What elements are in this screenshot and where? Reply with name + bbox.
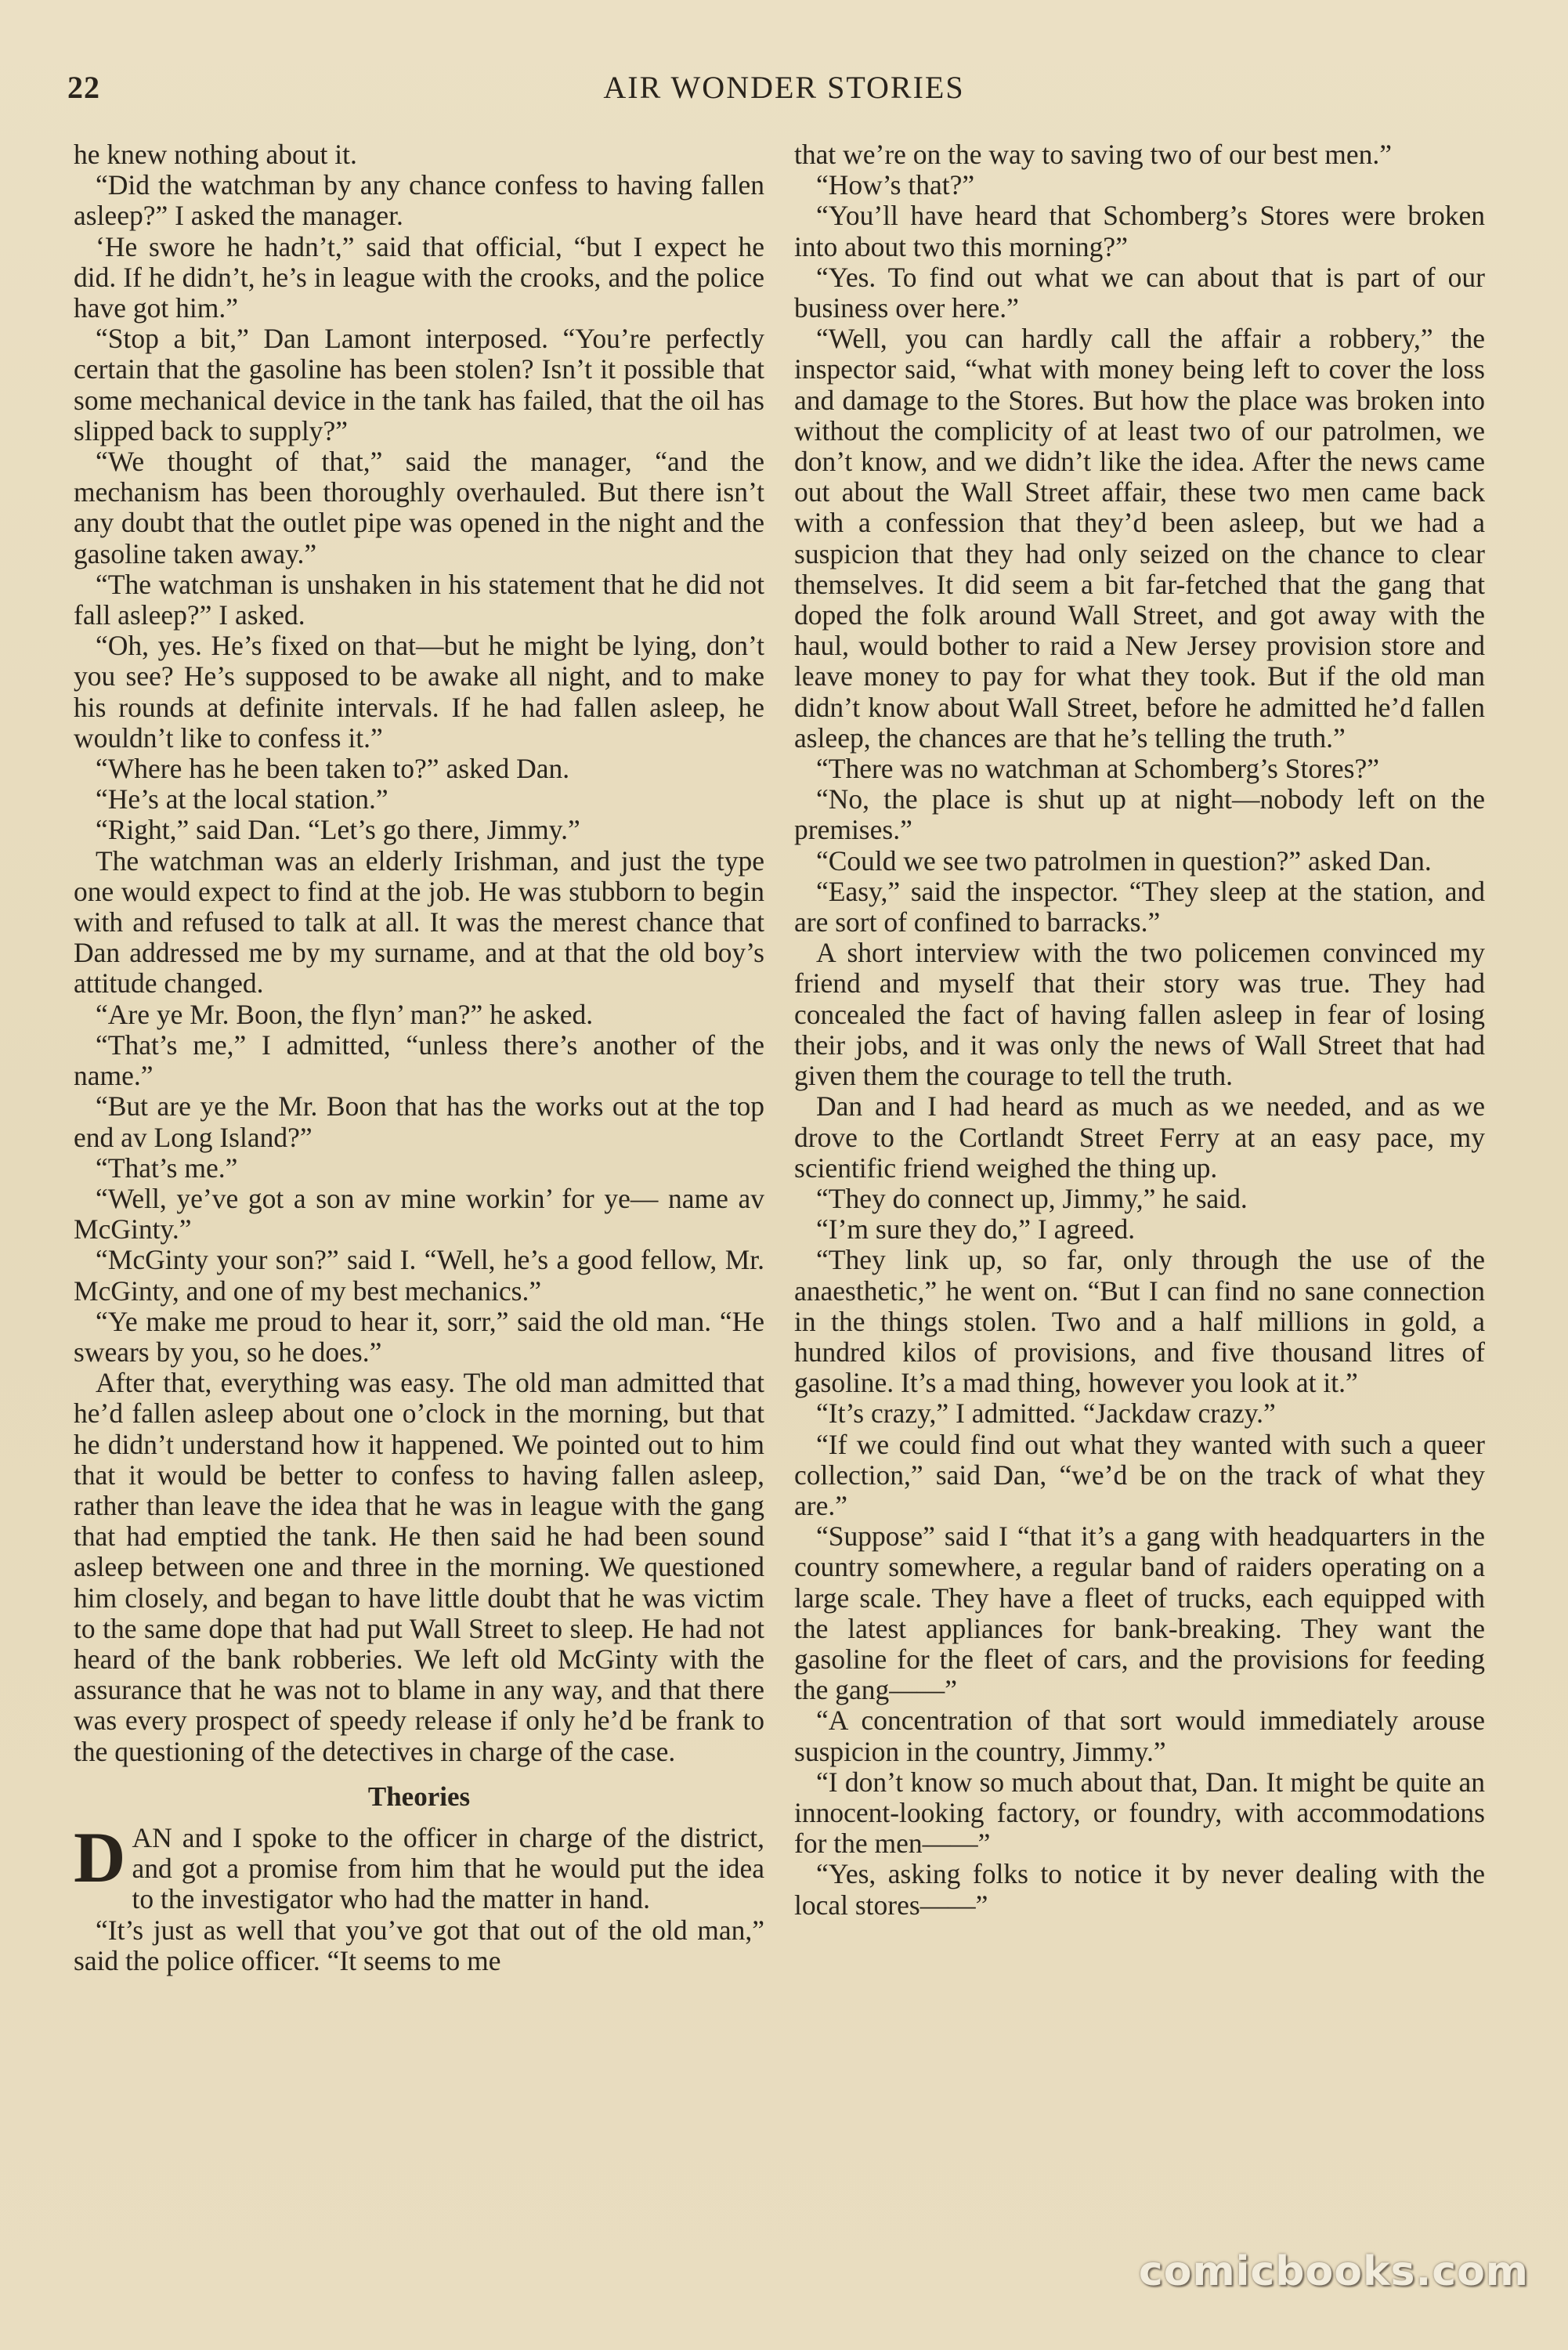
paragraph: he knew nothing about it. <box>74 139 357 170</box>
paragraph: “You’ll have heard that Schomberg’s Stores were broken into about two this morning?” <box>794 200 1485 262</box>
paragraph: “I don’t know so much about that, Dan. It might be quite an innocent-looking factory, or foundry, with accommodations for the men——” <box>794 1766 1485 1860</box>
paragraph: A short interview with the two policemen convinced my friend and myself that their story was true. They had concealed the fact of having fallen asleep in fear of losing their jobs, and it was only the news of Wall Street that had given them the courage to tell the truth. <box>794 937 1485 1092</box>
paragraph: “Stop a bit,” Dan Lamont interposed. “You’re perfectly certain that the gasoline has been stolen? Isn’t it possible that some mechanical device in the tank has failed, that the oil has slipped back to supply?” <box>74 323 764 446</box>
paragraph: “Ye make me proud to hear it, sorr,” said the old man. “He swears by you, so he does.” <box>74 1305 764 1368</box>
paragraph: “That’s me,” I admitted, “unless there’s another of the name.” <box>74 1029 764 1092</box>
paragraph: “How’s that?” <box>816 169 975 201</box>
dropcap-paragraph <box>74 1817 764 1915</box>
paragraph: “Well, ye’ve got a son av mine workin’ for ye— name av McGinty.” <box>74 1182 764 1246</box>
paragraph: “Easy,” said the inspector. “They sleep at the station, and are sort of confined to barracks.” <box>794 875 1485 938</box>
paragraph: “Could we see two patrolmen in question?” asked Dan. <box>816 844 1432 877</box>
paragraph: “Oh, yes. He’s fixed on that—but he might be lying, don’t you see? He’s supposed to be awake all night, and to make his rounds at definite intervals. If he had fallen asleep, he wouldn’t like to confess it.” <box>74 630 764 754</box>
paragraph: “Suppose” said I “that it’s a gang with headquarters in the country somewhere, a regular band of raiders operating on a large scale. They have a fleet of trucks, each equipped with the latest appliances for bank-breaking. They want the gasoline for the fleet of cars, and the provisions for feeding the gang——” <box>794 1520 1485 1706</box>
paragraph: “The watchman is unshaken in his statement that he did not fall asleep?” I asked. <box>74 568 764 631</box>
paragraph: “There was no watchman at Schomberg’s Stores?” <box>816 753 1379 785</box>
paragraph: “It’s crazy,” I admitted. “Jackdaw crazy.” <box>816 1397 1276 1430</box>
watermark: comicbooks.com <box>1138 2248 1529 2295</box>
dropcap-paragraph-text: AN and I spoke to the officer in charge of the district, and got a promise from him that he would put the idea to the investigator who had the matter in hand. <box>132 1821 764 1915</box>
page-header <box>67 69 1501 116</box>
paragraph: that we’re on the way to saving two of our best men.” <box>794 139 1393 170</box>
drop-cap: D <box>74 1817 126 1897</box>
paragraph: ‘He swore he hadn’t,” said that official, “but I expect he did. If he didn’t, he’s in league with the crooks, and the police have got him.” <box>74 230 764 324</box>
left-column <box>74 139 764 1976</box>
running-title: AIR WONDER STORIES <box>603 70 965 105</box>
paragraph: “Right,” said Dan. “Let’s go there, Jimmy.” <box>96 814 580 846</box>
paragraph: “We thought of that,” said the manager, “and the mechanism has been thoroughly overhauled. But there isn’t any doubt that the outlet pipe was opened in the night and the gasoline taken away.” <box>74 446 764 569</box>
page-number: 22 <box>67 70 100 105</box>
paragraph: “No, the place is shut up at night—nobody left on the premises.” <box>794 783 1485 846</box>
paragraph: After that, everything was easy. The old man admitted that he’d fallen asleep about one o’clock in the morning, but that he didn’t understand how it happened. We pointed out to him that it would be better to confess to having fallen asleep, rather than leave the idea that he was in league with the gang that had emptied the tank. He then said he had been sound asleep between one and three in the morning. We questioned him closely, and began to have little doubt that he was victim to the same dope that had put Wall Street to sleep. He had not heard of the bank robberies. We left old McGinty with the assurance that he was not to blame in any way, and that there was every prospect of speedy release if only he’d be frank to the questioning of the detectives in charge of the case. <box>74 1367 764 1767</box>
paragraph: “McGinty your son?” said I. “Well, he’s a good fellow, Mr. McGinty, and one of my best mechanics.” <box>74 1244 764 1307</box>
paragraph: Dan and I had heard as much as we needed, and as we drove to the Cortlandt Street Ferry at an easy pace, my scientific friend weighed the thing up. <box>794 1090 1485 1184</box>
paragraph: “Yes, asking folks to notice it by never dealing with the local stores——” <box>794 1858 1485 1921</box>
paragraph: “Where has he been taken to?” asked Dan. <box>96 753 570 785</box>
paragraph: “That’s me.” <box>96 1152 238 1184</box>
paragraph: “They do connect up, Jimmy,” he said. <box>816 1182 1248 1214</box>
paragraph: “He’s at the local station.” <box>96 783 388 815</box>
paragraph: “They link up, so far, only through the use of the anaesthetic,” he went on. “But I can find no sane connection in the things stolen. Two and a half millions in gold, a hundred kilos of provisions, and five thousand litres of gasoline. It’s a mad thing, however you look at it.” <box>794 1244 1485 1399</box>
paragraph: The watchman was an elderly Irishman, and just the type one would expect to find at the job. He was stubborn to begin with and refused to talk at all. It was the merest chance that Dan addressed me by my surname, and at that the old boy’s attitude changed. <box>74 844 764 1000</box>
paragraph: “I’m sure they do,” I agreed. <box>816 1213 1136 1246</box>
paragraph: “Yes. To find out what we can about that is part of our business over here.” <box>794 261 1485 324</box>
paragraph: “Did the watchman by any chance confess to having fallen asleep?” I asked the manager. <box>74 169 764 232</box>
paragraph: “Are ye Mr. Boon, the flyn’ man?” he asked. <box>96 998 594 1030</box>
paragraph: “Well, you can hardly call the affair a robbery,” the inspector said, “what with money being left to cover the loss and damage to the Stores. But how the place was broken into without the complicity of at least two of our patrolmen, we don’t know, and we didn’t like the idea. After the news came out about the Wall Street affair, these two men came back with a confession that they’d been asleep, but we had a suspicion that they had only seized on the chance to clear themselves. It did seem a bit far-fetched that the gang that doped the folk around Wall Street, and got away with the haul, would bother to raid a New Jersey provision store and leave money to pay for what they took. But if the old man didn’t know about Wall Street, before he admitted he’d fallen asleep, the chances are that he’s telling the truth.” <box>794 323 1485 754</box>
paragraph: “If we could find out what they wanted with such a queer collection,” said Dan, “we’d be on the track of what they are.” <box>794 1428 1485 1521</box>
right-column <box>794 139 1485 1921</box>
section-subhead: Theories <box>367 1781 471 1812</box>
paragraph: “A concentration of that sort would immediately arouse suspicion in the country, Jimmy.” <box>794 1705 1485 1767</box>
paragraph: “But are ye the Mr. Boon that has the works out at the top end av Long Island?” <box>74 1090 764 1153</box>
paragraph: “It’s just as well that you’ve got that out of the old man,” said the police officer. “It seems to me <box>74 1914 764 1976</box>
